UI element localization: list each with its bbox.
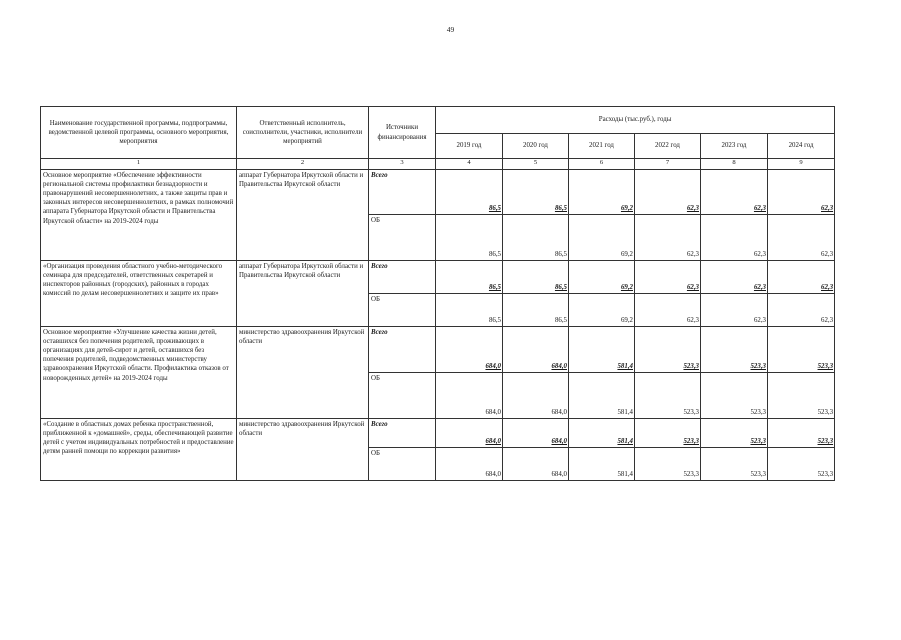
ob-value: 69,2	[569, 215, 635, 261]
total-value: 523,3	[635, 327, 701, 373]
activity-name: Основное мероприятие «Обеспечение эффективности региональной системы профилактики безнадзорности и правонарушений несовершеннолетних, а также защиты прав и законных интересов несовершеннолетних, в рамках полномочий аппарата Губернатора Иркутской области и Правительства Иркутской области» на 2019-2024 годы	[41, 170, 237, 261]
total-value: 69,2	[569, 170, 635, 215]
source-total-label: Всего	[369, 327, 436, 373]
column-number: 8	[701, 159, 768, 170]
total-value: 62,3	[701, 170, 768, 215]
column-number: 1	[41, 159, 237, 170]
ob-value: 86,5	[436, 215, 503, 261]
header-year: 2021 год	[569, 134, 635, 159]
ob-value: 62,3	[768, 215, 835, 261]
source-ob-label: ОБ	[369, 373, 436, 419]
responsible-executor: аппарат Губернатора Иркутской области и Правительства Иркутской области	[237, 170, 369, 261]
total-value: 523,3	[635, 419, 701, 448]
ob-value: 523,3	[768, 373, 835, 419]
total-value: 86,5	[436, 170, 503, 215]
responsible-executor: министерство здравоохранения Иркутской области	[237, 419, 369, 481]
responsible-executor: аппарат Губернатора Иркутской области и Правительства Иркутской области	[237, 261, 369, 327]
ob-value: 86,5	[503, 215, 569, 261]
ob-value: 62,3	[701, 294, 768, 327]
ob-value: 523,3	[635, 448, 701, 481]
total-value: 62,3	[701, 261, 768, 294]
total-value: 523,3	[701, 327, 768, 373]
header-expenses: Расходы (тыс.руб.), годы	[436, 107, 835, 134]
column-number: 3	[369, 159, 436, 170]
ob-value: 523,3	[768, 448, 835, 481]
total-value: 62,3	[635, 261, 701, 294]
column-number: 9	[768, 159, 835, 170]
table-row	[41, 170, 835, 215]
ob-value: 581,4	[569, 448, 635, 481]
ob-value: 86,5	[436, 294, 503, 327]
total-value: 69,2	[569, 261, 635, 294]
ob-value: 684,0	[503, 373, 569, 419]
ob-value: 62,3	[768, 294, 835, 327]
total-value: 86,5	[503, 170, 569, 215]
total-value: 581,4	[569, 327, 635, 373]
total-value: 62,3	[768, 170, 835, 215]
header-source: Источники финансирования	[369, 107, 436, 159]
total-value: 684,0	[503, 327, 569, 373]
activity-name: Основное мероприятие «Улучшение качества жизни детей, оставшихся без попечения родителей, проживающих в организациях для детей-сирот и детей, оставшихся без попечения родителей, подведомственных министерству здравоохранения Иркутской области. Профилактика отказов от новорожденных детей» на 2019-2024 годы	[41, 327, 237, 419]
ob-value: 581,4	[569, 373, 635, 419]
ob-value: 523,3	[635, 373, 701, 419]
total-value: 523,3	[768, 419, 835, 448]
header-name: Наименование государственной программы, подпрограммы, ведомственной целевой программы, основного мероприятия, мероприятия	[41, 107, 237, 159]
ob-value: 62,3	[701, 215, 768, 261]
table-row	[41, 419, 835, 448]
ob-value: 684,0	[436, 373, 503, 419]
total-value: 684,0	[436, 327, 503, 373]
ob-value: 62,3	[635, 294, 701, 327]
source-total-label: Всего	[369, 419, 436, 448]
column-number: 6	[569, 159, 635, 170]
total-value: 684,0	[503, 419, 569, 448]
ob-value: 62,3	[635, 215, 701, 261]
header-year: 2020 год	[503, 134, 569, 159]
header-year: 2019 год	[436, 134, 503, 159]
header-year: 2022 год	[635, 134, 701, 159]
column-number: 4	[436, 159, 503, 170]
ob-value: 684,0	[436, 448, 503, 481]
header-year: 2024 год	[768, 134, 835, 159]
source-ob-label: ОБ	[369, 294, 436, 327]
column-number: 7	[635, 159, 701, 170]
column-number: 5	[503, 159, 569, 170]
column-numbers-row	[41, 159, 835, 170]
total-value: 684,0	[436, 419, 503, 448]
table-row	[41, 261, 835, 294]
total-value: 581,4	[569, 419, 635, 448]
source-ob-label: ОБ	[369, 215, 436, 261]
ob-value: 523,3	[701, 448, 768, 481]
responsible-executor: министерство здравоохранения Иркутской области	[237, 327, 369, 419]
activity-name: «Создание в областных домах ребенка пространственной, приближенной к «домашней», среды, обеспечивающей развитие детей с учетом индивидуальных потребностей и предоставление детям ранней помощи по коррекции развития»	[41, 419, 237, 481]
ob-value: 69,2	[569, 294, 635, 327]
total-value: 86,5	[503, 261, 569, 294]
column-number: 2	[237, 159, 369, 170]
page-number: 49	[446, 25, 455, 34]
ob-value: 684,0	[503, 448, 569, 481]
source-total-label: Всего	[369, 170, 436, 215]
table-row	[41, 327, 835, 373]
activity-name: «Организация проведения областного учебно-методического семинара для председателей, ответственных секретарей и инспекторов районных (городских), районных в городах комиссий по делам несовершеннолетних и защите их прав»	[41, 261, 237, 327]
expenses-table	[40, 106, 835, 481]
total-value: 86,5	[436, 261, 503, 294]
header-responsible: Ответственный исполнитель, соисполнители, участники, исполнители мероприятий	[237, 107, 369, 159]
source-ob-label: ОБ	[369, 448, 436, 481]
ob-value: 523,3	[701, 373, 768, 419]
source-total-label: Всего	[369, 261, 436, 294]
total-value: 62,3	[768, 261, 835, 294]
ob-value: 86,5	[503, 294, 569, 327]
total-value: 62,3	[635, 170, 701, 215]
header-year: 2023 год	[701, 134, 768, 159]
total-value: 523,3	[701, 419, 768, 448]
total-value: 523,3	[768, 327, 835, 373]
